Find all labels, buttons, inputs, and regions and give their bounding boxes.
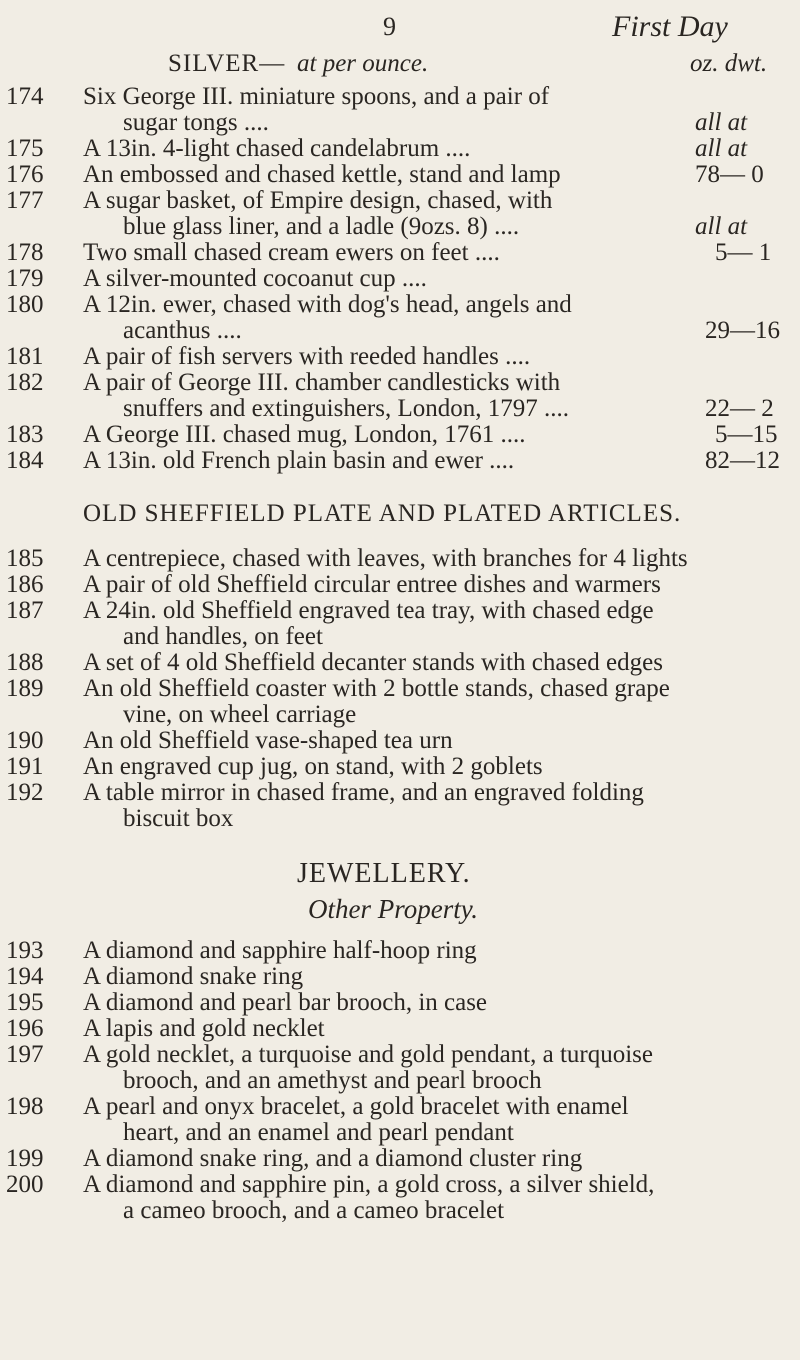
lot-line: Six George III. miniature spoons, and a pair of — [83, 83, 550, 110]
lot-number: 176 — [6, 161, 44, 188]
lot-number: 188 — [6, 649, 44, 676]
silver-heading-sub: at per ounce. — [297, 50, 429, 77]
silver-heading-main: SILVER— — [168, 50, 286, 77]
lot-description — [83, 650, 783, 676]
lot-weight: 22— 2 — [705, 395, 774, 422]
lot-description — [83, 676, 783, 728]
lot-number: 183 — [6, 421, 44, 448]
lot-number: 175 — [6, 135, 44, 162]
lot-line: A diamond and sapphire pin, a gold cross, a silver shield, — [83, 1171, 655, 1198]
lot-number: 195 — [6, 989, 44, 1016]
lot-number: 189 — [6, 675, 44, 702]
lot-line: biscuit box — [123, 805, 234, 832]
lot-line: A gold necklet, a turquoise and gold pendant, a turquoise — [83, 1041, 654, 1068]
lot-number: 181 — [6, 343, 44, 370]
lot-weight: all at — [695, 135, 748, 162]
lot-number: 182 — [6, 369, 44, 396]
lot-line: brooch, and an amethyst and pearl brooch — [123, 1067, 542, 1094]
lot-line: A set of 4 old Sheffield decanter stands with chased edges — [83, 649, 663, 676]
lot-line: A diamond and sapphire half-hoop ring — [83, 937, 477, 964]
lot-description — [83, 1094, 783, 1146]
lot-weight: 29—16 — [705, 317, 780, 344]
lot-number: 194 — [6, 963, 44, 990]
lot-line: A pair of fish servers with reeded handles .... — [83, 343, 531, 370]
lot-number: 190 — [6, 727, 44, 754]
lot-description — [83, 1146, 783, 1172]
lot-number: 186 — [6, 571, 44, 598]
lot-description — [83, 990, 783, 1016]
lot-description — [83, 598, 783, 650]
lot-number: 184 — [6, 447, 44, 474]
lot-description — [83, 964, 783, 990]
lot-line: A sugar basket, of Empire design, chased, with — [83, 187, 553, 214]
lot-line: A George III. chased mug, London, 1761 .... — [83, 421, 526, 448]
lot-line: blue glass liner, and a ladle (9ozs. 8) .... — [123, 213, 520, 240]
lot-line: A pair of George III. chamber candlesticks with — [83, 369, 561, 396]
lot-line: A diamond and pearl bar brooch, in case — [83, 989, 488, 1016]
lot-description — [83, 188, 783, 240]
lot-description — [83, 84, 783, 136]
lot-line: An old Sheffield vase-shaped tea urn — [83, 727, 453, 754]
lot-number: 193 — [6, 937, 44, 964]
lot-number: 179 — [6, 265, 44, 292]
lot-number: 187 — [6, 597, 44, 624]
jewellery-subheading: Other Property. — [308, 894, 478, 924]
lot-weight: 5— 1 — [715, 239, 772, 266]
day-label: First Day — [612, 10, 728, 43]
lot-line: a cameo brooch, and a cameo bracelet — [123, 1197, 505, 1224]
lot-description — [83, 422, 783, 448]
lot-description — [83, 448, 783, 474]
page-number: 9 — [383, 12, 396, 41]
lot-description — [83, 728, 783, 754]
lot-description — [83, 1172, 783, 1224]
lot-line: and handles, on feet — [123, 623, 323, 650]
lot-line: A pearl and onyx bracelet, a gold bracelet with enamel — [83, 1093, 629, 1120]
lot-number: 192 — [6, 779, 44, 806]
lot-description — [83, 938, 783, 964]
lot-weight: 82—12 — [705, 447, 780, 474]
lot-line: A lapis and gold necklet — [83, 1015, 325, 1042]
sheffield-heading: OLD SHEFFIELD PLATE AND PLATED ARTICLES. — [83, 500, 682, 527]
lot-number: 177 — [6, 187, 44, 214]
lot-line: heart, and an enamel and pearl pendant — [123, 1119, 514, 1146]
lot-description — [83, 1042, 783, 1094]
lot-description — [83, 136, 783, 162]
lot-number: 200 — [6, 1171, 44, 1198]
lot-line: Two small chased cream ewers on feet .... — [83, 239, 500, 266]
lot-description — [83, 1016, 783, 1042]
lot-number: 198 — [6, 1093, 44, 1120]
lot-line: A 24in. old Sheffield engraved tea tray, with chased edge — [83, 597, 654, 624]
lot-description — [83, 370, 783, 422]
lot-line: vine, on wheel carriage — [123, 701, 357, 728]
lot-number: 199 — [6, 1145, 44, 1172]
lot-line: A 13in. 4-light chased candelabrum .... — [83, 135, 471, 162]
lot-line: A centrepiece, chased with leaves, with branches for 4 lights — [83, 545, 688, 572]
jewellery-heading: JEWELLERY. — [297, 858, 471, 889]
lot-line: acanthus .... — [123, 317, 242, 344]
lot-number: 191 — [6, 753, 44, 780]
lot-description — [83, 344, 783, 370]
lot-weight: 5—15 — [715, 421, 778, 448]
lot-line: A 12in. ewer, chased with dog's head, angels and — [83, 291, 572, 318]
lot-description — [83, 754, 783, 780]
lot-number: 180 — [6, 291, 44, 318]
lot-line: snuffers and extinguishers, London, 1797 .... — [123, 395, 570, 422]
lot-description — [83, 780, 783, 832]
lot-weight: all at — [695, 109, 748, 136]
unit-heading: oz. dwt. — [690, 50, 768, 77]
lot-line: An engraved cup jug, on stand, with 2 goblets — [83, 753, 543, 780]
lot-description — [83, 292, 783, 344]
lot-weight: 78— 0 — [695, 161, 764, 188]
page-header — [0, 10, 800, 50]
lot-line: A diamond snake ring, and a diamond cluster ring — [83, 1145, 583, 1172]
lot-description — [83, 266, 783, 292]
lot-line: An old Sheffield coaster with 2 bottle stands, chased grape — [83, 675, 670, 702]
lot-description — [83, 546, 783, 572]
lot-number: 196 — [6, 1015, 44, 1042]
lot-number: 174 — [6, 83, 44, 110]
lot-number: 185 — [6, 545, 44, 572]
lot-description — [83, 240, 783, 266]
lot-line: A table mirror in chased frame, and an engraved folding — [83, 779, 644, 806]
lot-line: A diamond snake ring — [83, 963, 304, 990]
lot-line: sugar tongs .... — [123, 109, 269, 136]
lot-line: A silver-mounted cocoanut cup .... — [83, 265, 427, 292]
lot-description — [83, 162, 783, 188]
lot-number: 178 — [6, 239, 44, 266]
lot-number: 197 — [6, 1041, 44, 1068]
lot-description — [83, 572, 783, 598]
lot-line: A 13in. old French plain basin and ewer .... — [83, 447, 515, 474]
lot-weight: all at — [695, 213, 748, 240]
lot-line: A pair of old Sheffield circular entree dishes and warmers — [83, 571, 661, 598]
lot-line: An embossed and chased kettle, stand and lamp — [83, 161, 561, 188]
